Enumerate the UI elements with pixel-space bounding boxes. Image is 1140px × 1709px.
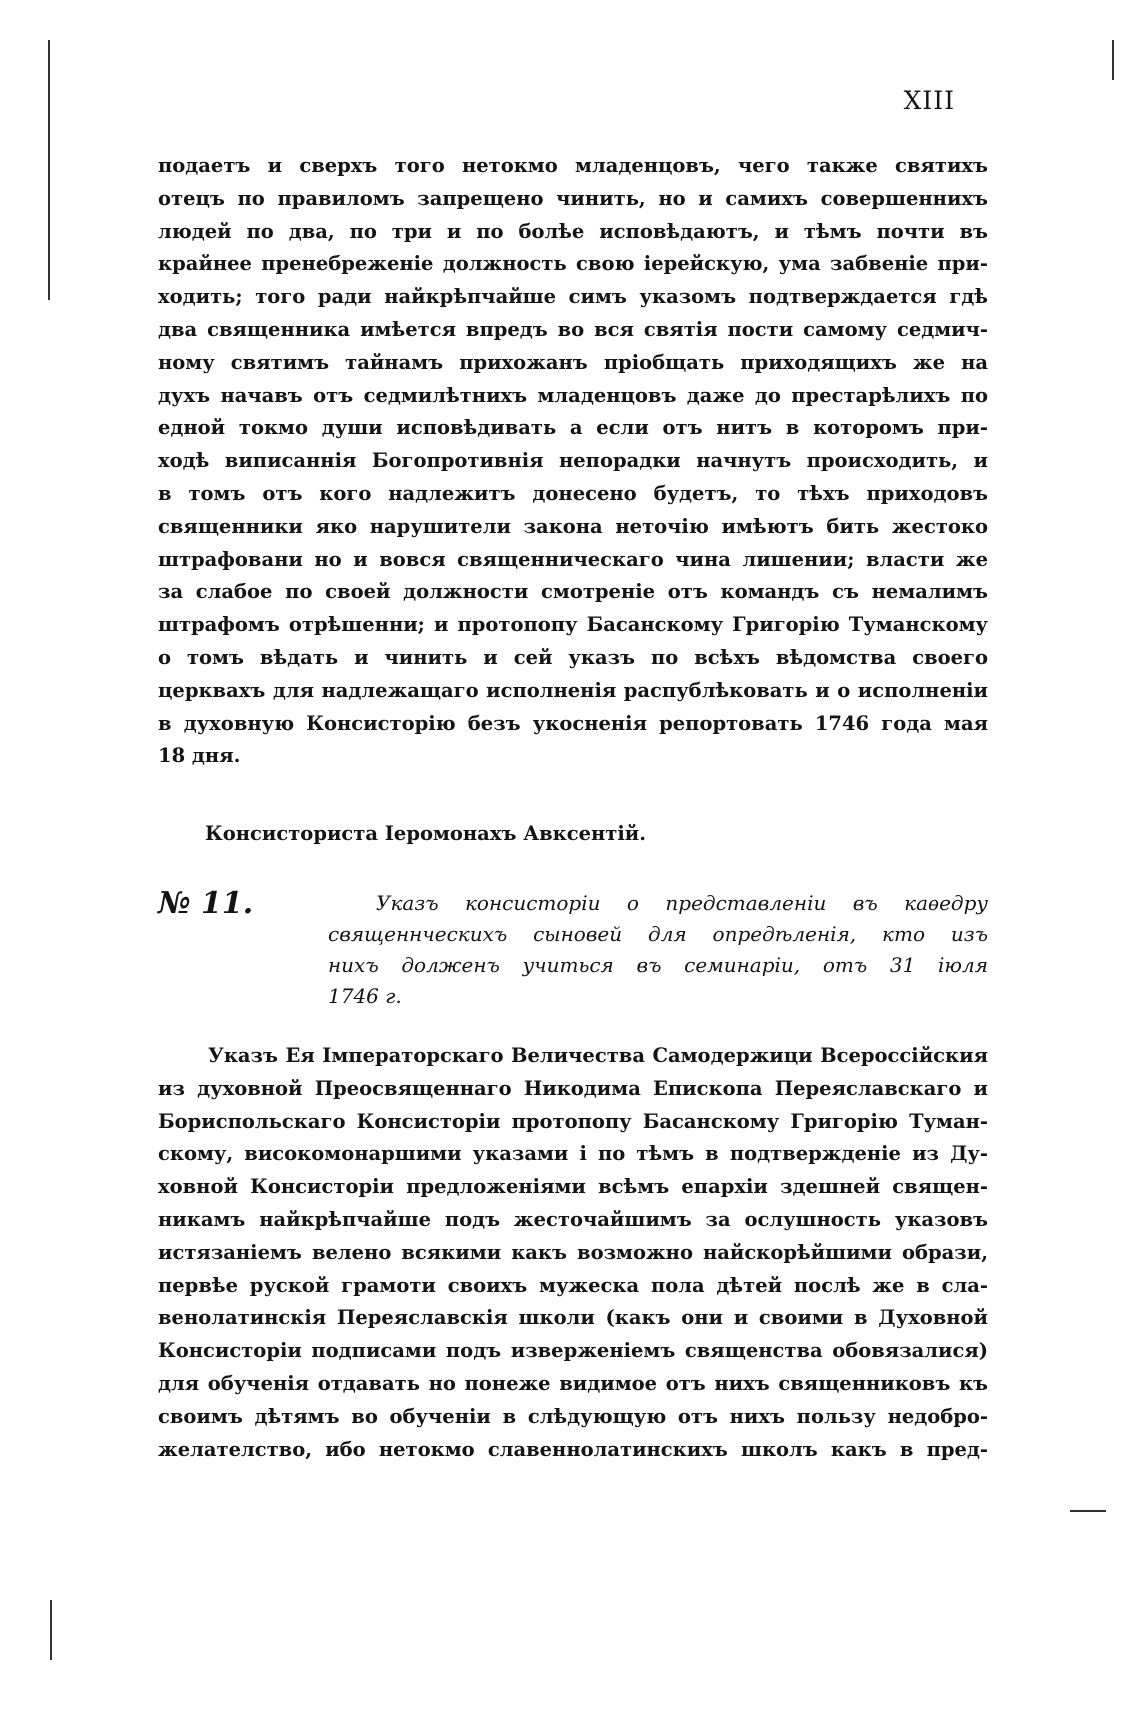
text-line: церквахъ для надлежащаго исполненія распублѣковать и о исполненіи — [158, 678, 988, 702]
text-line: за слабое по своей должности смотреніе отъ командъ съ немалимъ — [158, 580, 988, 604]
scan-margin-mark — [1070, 1510, 1106, 1512]
text-line: скому, високомонаршими указами і по тѣмъ в подтвержденіе из Ду- — [158, 1142, 988, 1166]
signature-line: Консисториста Іеромонахъ Авксентій. — [205, 822, 646, 845]
text-line: ходѣ виписаннія Богопротивнія непорадки начнутъ проиcходить, и — [158, 449, 988, 473]
text-line: ному святимъ тайнамъ прихожанъ пріобщать приходящихъ же на — [158, 350, 988, 374]
text-line: два священника имѣется впредъ во вся святія пости самому седмич- — [158, 317, 988, 341]
scan-margin-mark — [48, 40, 50, 300]
text-line: людей по два, по три и по болѣе исповѣдаютъ, и тѣмъ почти въ — [158, 219, 988, 243]
text-line: из духовной Преосвященнаго Никодима Епископа Переяславскаго и — [158, 1076, 988, 1100]
heading-line: Указъ консисторіи о представленіи въ каѳедру — [376, 891, 988, 915]
text-line: едной токмо души исповѣдивать а если отъ нитъ в которомъ при- — [158, 416, 988, 440]
text-line: отецъ по правиломъ запрещено чинить, но и самихъ совершеннихъ — [158, 186, 988, 210]
text-line: штрафовани но и вовся священническаго чина лишении; власти же — [158, 547, 988, 571]
text-line: о томъ вѣдать и чинить и сей указъ по всѣхъ вѣдомства своего — [158, 645, 988, 669]
text-line: в духовную Консисторію безъ укосненія репортовать 1746 года мая — [158, 711, 988, 735]
text-line: в томъ отъ кого надлежитъ донесено будетъ, то тѣхъ приходовъ — [158, 481, 988, 505]
text-line: священники яко нарушители закона неточію имѣютъ бить жестоко — [158, 514, 988, 538]
text-line: ходить; того ради найкрѣпчайше симъ указомъ подтверждается гдѣ — [158, 285, 988, 309]
text-line: венолатинскія Переяславскія школи (какъ они и своими в Духовной — [158, 1306, 988, 1330]
document-number: № 11. — [158, 886, 254, 921]
text-line: духъ начавъ отъ седмилѣтнихъ младенцовъ даже до престарѣлихъ по — [158, 383, 988, 407]
text-line: Консисторіи подписами подъ изверженіемъ священства обовязалися) — [158, 1339, 988, 1363]
scan-margin-mark — [50, 1600, 52, 1660]
heading-line: 1746 г. — [328, 984, 402, 1008]
text-line: крайнее пренебреженіе должность свою іерейскую, ума забвеніе при- — [158, 252, 988, 276]
section-a-text — [158, 150, 988, 773]
page-number: XIII — [903, 86, 955, 115]
text-line: штрафомъ отрѣшенни; и протопопу Басанскому Григорію Туманскому — [158, 613, 988, 637]
document-heading — [328, 888, 988, 1012]
heading-line: священнческихъ сыновей для опредѣленія, кто изъ — [328, 922, 988, 946]
text-line: для обученія отдавать но понеже видимое отъ нихъ священниковъ къ — [158, 1371, 988, 1395]
text-line: ховной Консисторіи предложеніями всѣмъ епархіи здешней священ- — [158, 1175, 988, 1199]
text-line: своимъ дѣтямъ во обученіи в слѣдующую отъ нихъ пользу недобро- — [158, 1404, 988, 1428]
heading-line: нихъ долженъ учиться въ семинаріи, отъ 31 іюля — [328, 953, 988, 977]
text-line: истязаніемъ велено всякими какъ возможно найскорѣйшими образи, — [158, 1240, 988, 1264]
text-line: первѣе руской грамоти своихъ мужеска пола дѣтей послѣ же в сла- — [158, 1273, 988, 1297]
text-line: 18 дня. — [158, 744, 241, 768]
document-11-body — [158, 1040, 988, 1466]
text-line: подаетъ и сверхъ того нетокмо младенцовъ, чего также святихъ — [158, 154, 988, 177]
text-line: Указъ Ея Імператорскаго Величества Самодержици Всероссійския — [208, 1044, 988, 1067]
text-line: Бориспольскаго Консисторіи протопопу Басанскому Григорію Туман- — [158, 1109, 988, 1133]
text-line: никамъ найкрѣпчайше подъ жесточайшимъ за ослушность указовъ — [158, 1207, 988, 1231]
text-line: желателство, ибо нетокмо славеннолатинскихъ школъ какъ в пред- — [158, 1437, 988, 1461]
scan-margin-mark — [1112, 40, 1114, 80]
